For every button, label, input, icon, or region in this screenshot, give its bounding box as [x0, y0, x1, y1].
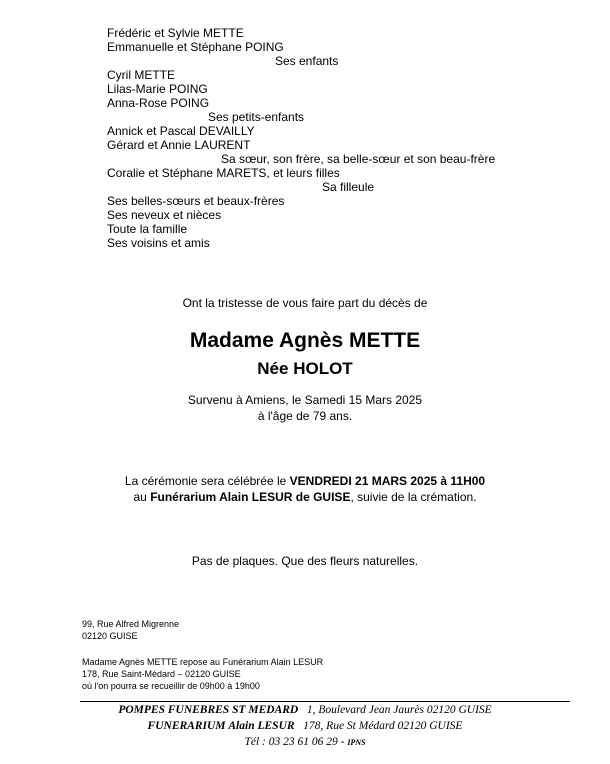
- family-relation-label: Ses enfants: [275, 54, 339, 68]
- family-line: Lilas-Marie POING: [107, 82, 208, 96]
- family-relation-label: Sa sœur, son frère, sa belle-sœur et son beau-frère: [221, 152, 496, 166]
- family-relation-label: Sa filleule: [322, 180, 375, 194]
- address-line: 99, Rue Alfred Migrenne: [82, 619, 180, 629]
- family-line: Emmanuelle et Stéphane POING: [107, 40, 284, 54]
- family-line: Cyril METTE: [107, 68, 175, 82]
- age-line: à l'âge de 79 ans.: [257, 409, 353, 423]
- flowers-note: Pas de plaques. Que des fleurs naturelles.: [191, 554, 419, 568]
- ceremony-place-prefix: au: [133, 490, 147, 504]
- rest-line: Madame Agnès METTE repose au Funérarium Alain LESUR: [82, 657, 324, 667]
- rest-line: où l'on pourra se recueillir de 09h00 à 19h00: [82, 681, 260, 691]
- family-line: Anna-Rose POING: [107, 96, 210, 110]
- family-line: Gérard et Annie LAURENT: [107, 138, 251, 152]
- nee-label: Née: [257, 359, 289, 378]
- ceremony-place-line: [0, 490, 610, 504]
- family-line: Coralie et Stéphane MARETS, et leurs filles: [107, 166, 340, 180]
- ceremony-place: Funérarium Alain LESUR de GUISE: [150, 490, 351, 504]
- telephone: Tél : 03 23 61 06 29 -: [244, 736, 345, 748]
- ceremony-place-suffix: , suivie de la crémation.: [350, 490, 477, 504]
- funerarium-name: Alain LESUR: [228, 720, 295, 732]
- ceremony-prefix: La cérémonie sera célébrée le: [124, 474, 287, 488]
- funerarium-address: 178, Rue St Médard 02120 GUISE: [303, 720, 463, 732]
- death-date-line: Survenu à Amiens, le Samedi 15 Mars 2025: [187, 393, 423, 407]
- rest-line: 178, Rue Saint-Médard – 02120 GUISE: [82, 669, 241, 679]
- family-relation-label: Ses petits-enfants: [208, 110, 305, 124]
- family-line: Frédéric et Sylvie METTE: [107, 26, 244, 40]
- funerarium-label: FUNERARIUM: [147, 720, 226, 732]
- footer-tel-line: [0, 734, 610, 751]
- deceased-name: Madame Agnès METTE: [189, 329, 421, 352]
- announcement-text: Ont la tristesse de vous faire part du décès de: [182, 296, 428, 310]
- family-line: Annick et Pascal DEVAILLY: [107, 124, 255, 138]
- family-line: Ses neveux et nièces: [107, 208, 222, 222]
- address-line: 02120 GUISE: [82, 631, 138, 641]
- family-line: Ses belles-sœurs et beaux-frères: [107, 194, 285, 208]
- footer-pompes-line: [0, 702, 610, 718]
- pompes-address: 1, Boulevard Jean Jaurès 02120 GUISE: [306, 704, 492, 716]
- ipns-mark: IPNS: [347, 738, 366, 747]
- pompes-name: POMPES FUNEBRES ST MEDARD: [118, 704, 299, 716]
- ceremony-date-line: [0, 474, 610, 488]
- family-line: Ses voisins et amis: [107, 236, 210, 250]
- ceremony-date: VENDREDI 21 MARS 2025 à 11H00: [289, 474, 486, 488]
- footer-funerarium-line: [0, 718, 610, 734]
- maiden-name-line: [0, 359, 610, 379]
- maiden-name: HOLOT: [293, 359, 353, 378]
- family-line: Toute la famille: [107, 222, 188, 236]
